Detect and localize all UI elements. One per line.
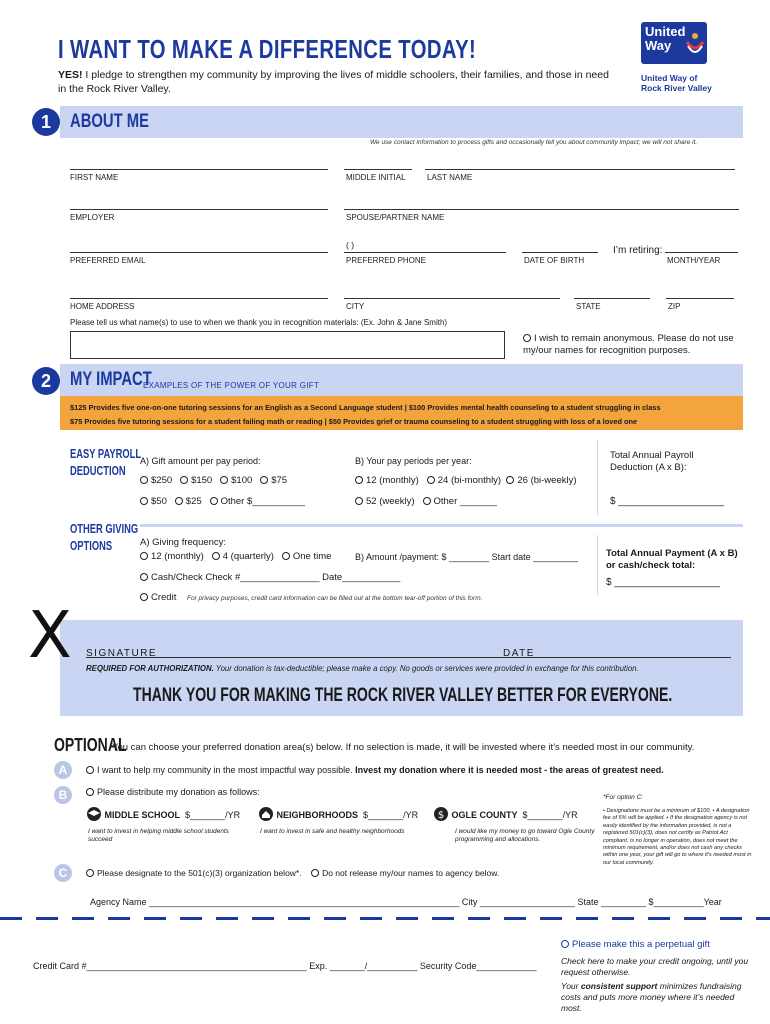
- anonymous-option[interactable]: [523, 333, 743, 357]
- examples-line2: $75 Provides five tutoring sessions for a student failing math or reading | $50 Provides grief or trauma counseling to a student struggling with loss of a loved one: [70, 417, 638, 426]
- option-b-radio[interactable]: [86, 788, 94, 796]
- optional-intro: You can choose your preferred donation area(s) below. If no selection is made, it will be invested where it’s needed most in our community.: [112, 742, 695, 753]
- frequency-label: A) Giving frequency:: [140, 537, 227, 548]
- perpetual-radio[interactable]: [561, 940, 569, 948]
- impact-title: MY IMPACT: [70, 369, 152, 390]
- dob-field[interactable]: [522, 252, 598, 253]
- period-26-radio[interactable]: [506, 476, 514, 484]
- amount-250-radio[interactable]: [140, 476, 148, 484]
- pledge-body: I pledge to strengthen my community by improving the lives of middle schoolers, their families, and those in need in the Rock River Valley.: [58, 69, 609, 95]
- privacy-note: We use contact information to process gifts and occasionally tell you about community impact; we will not share it.: [370, 139, 698, 146]
- anonymous-text: I wish to remain anonymous. Please do not use my/our names for recognition purposes.: [523, 333, 734, 356]
- perpetual-option: [561, 939, 710, 950]
- area-ogle-county-desc: I would like my money to go toward Ogle County programming and allocations.: [455, 828, 595, 843]
- pledge-text: [58, 68, 618, 96]
- about-band: [60, 106, 743, 138]
- option-c-text: Please designate to the 501(c)(3) organization below*.: [97, 868, 302, 878]
- period-52-label: 52 (weekly): [366, 496, 415, 507]
- about-title: ABOUT ME: [70, 111, 150, 132]
- signature-x-mark: X: [28, 599, 72, 673]
- periods-row2: [355, 496, 497, 507]
- authorization-text: [86, 664, 639, 673]
- credit-row: [140, 592, 176, 603]
- cash-check-label[interactable]: Cash/Check Check #_______________ Date___________: [151, 572, 401, 583]
- freq-once-label: One time: [292, 551, 332, 562]
- no-release-text: Do not release my/our names to agency below.: [322, 868, 500, 878]
- amount-25-label: $25: [185, 496, 202, 507]
- other-total-label: Total Annual Payment (A x B) or cash/check total:: [606, 548, 738, 571]
- logo-line1: United: [645, 24, 686, 39]
- option-a-text: I want to help my community in the most impactful way possible.: [97, 765, 353, 775]
- email-label: PREFERRED EMAIL: [70, 256, 146, 265]
- period-other-radio[interactable]: [423, 497, 431, 505]
- option-a-radio[interactable]: [86, 766, 94, 774]
- other-giving-heading: [70, 520, 138, 554]
- spouse-field[interactable]: [344, 209, 739, 210]
- area-neighborhoods-amount[interactable]: $_______/YR: [363, 810, 419, 820]
- first-name-field[interactable]: [70, 169, 328, 170]
- signature-line[interactable]: [86, 657, 731, 658]
- option-c-badge: C: [54, 864, 72, 882]
- payroll-heading-2: DEDUCTION: [70, 463, 126, 478]
- first-name-label: FIRST NAME: [70, 173, 119, 182]
- address-label: HOME ADDRESS: [70, 302, 135, 311]
- month-year-label: MONTH/YEAR: [667, 256, 721, 265]
- phone-field[interactable]: [344, 252, 506, 253]
- page-title: I WANT TO MAKE A DIFFERENCE TODAY!: [58, 34, 477, 64]
- credit-label: Credit: [151, 592, 177, 603]
- freq-4-label: 4 (quarterly): [222, 551, 274, 562]
- org-name: [641, 73, 712, 93]
- no-release-radio[interactable]: [311, 869, 319, 877]
- impact-band: [60, 364, 743, 396]
- credit-card-row[interactable]: Credit Card #____________________________________________ Exp. _______/__________ Security Code____________: [33, 961, 537, 971]
- dob-label: DATE OF BIRTH: [524, 256, 585, 265]
- period-other-label[interactable]: Other _______: [433, 496, 497, 507]
- support-bold: consistent support: [580, 981, 658, 991]
- zip-field[interactable]: [666, 298, 734, 299]
- option-b-row: [86, 787, 260, 797]
- freq-12-label: 12 (monthly): [151, 551, 204, 562]
- house-icon: [258, 807, 274, 821]
- period-24-radio[interactable]: [427, 476, 435, 484]
- org-line1: United Way of: [641, 73, 698, 83]
- period-52-radio[interactable]: [355, 497, 363, 505]
- cash-check-row: [140, 572, 400, 583]
- option-a-bold: Invest my donation where it is needed most - the areas of greatest need.: [355, 765, 664, 775]
- option-c-row: [86, 868, 499, 878]
- periods-row1: [355, 475, 577, 486]
- amount-100-label: $100: [231, 475, 253, 486]
- impact-subtitle: EXAMPLES OF THE POWER OF YOUR GIFT: [143, 381, 320, 390]
- retiring-field[interactable]: [665, 252, 738, 253]
- amount-25-radio[interactable]: [175, 497, 183, 505]
- ongoing-text: Check here to make your credit ongoing, until you request otherwise.: [561, 956, 749, 977]
- middle-initial-label: MIDDLE INITIAL: [346, 173, 406, 182]
- optional-title: OPTIONAL: [54, 735, 127, 755]
- address-field[interactable]: [70, 298, 328, 299]
- date-label: DATE: [503, 648, 535, 659]
- other-heading-1: OTHER GIVING: [70, 521, 139, 536]
- amount-50-radio[interactable]: [140, 497, 148, 505]
- recognition-prompt: Please tell us what name(s) to use to when we thank you in recognition materials: (Ex. John & Jane Smith): [70, 318, 448, 327]
- amount-other-radio[interactable]: [210, 497, 218, 505]
- credit-radio[interactable]: [140, 593, 148, 601]
- tear-off-line: [0, 917, 770, 920]
- footnote-mark: *For option C:: [603, 794, 644, 801]
- middle-initial-field[interactable]: [344, 169, 412, 170]
- freq-12-radio[interactable]: [140, 552, 148, 560]
- thank-you-banner: THANK YOU FOR MAKING THE ROCK RIVER VALLEY BETTER FOR EVERYONE.: [133, 685, 673, 706]
- svg-text:$: $: [437, 810, 445, 821]
- area-neighborhoods: [258, 807, 418, 821]
- amount-150-label: $150: [191, 475, 213, 486]
- city-field[interactable]: [344, 298, 560, 299]
- zip-label: ZIP: [668, 302, 681, 311]
- authorization-bold: REQUIRED FOR AUTHORIZATION.: [86, 664, 214, 673]
- area-neighborhoods-name: NEIGHBORHOODS: [276, 810, 359, 820]
- pledge-yes: YES!: [58, 69, 83, 81]
- area-ogle-county-name: OGLE COUNTY: [451, 810, 518, 820]
- dollar-icon: [433, 807, 449, 821]
- city-label: CITY: [346, 302, 365, 311]
- gift-amount-label: A) Gift amount per pay period:: [140, 456, 261, 466]
- amount-row1: [140, 475, 287, 486]
- state-label: STATE: [576, 302, 601, 311]
- period-12-label: 12 (monthly): [366, 475, 419, 486]
- email-field[interactable]: [70, 252, 328, 253]
- cash-check-radio[interactable]: [140, 573, 148, 581]
- credit-note: For privacy purposes, credit card information can be filled out at the bottom tear-off portion of this form.: [187, 595, 483, 602]
- freq-once-radio[interactable]: [282, 552, 290, 560]
- option-c-radio[interactable]: [86, 869, 94, 877]
- united-way-logo: [641, 22, 707, 64]
- last-name-label: LAST NAME: [427, 173, 473, 182]
- signature-label: SIGNATURE: [86, 648, 158, 659]
- examples-line1: $125 Provides five one-on-one tutoring sessions for an English as a Second Language student | $100 Provides mental health counseling to a student struggling in class: [70, 403, 661, 412]
- section-number-1: 1: [32, 108, 60, 136]
- area-neighborhoods-desc: I want to invest in safe and healthy neighborhoods: [260, 828, 405, 835]
- retiring-label: I’m retiring:: [613, 245, 663, 256]
- phone-label: PREFERRED PHONE: [346, 256, 427, 265]
- amount-payment-field[interactable]: B) Amount /payment: $ ________ Start date _________: [355, 552, 579, 562]
- spouse-label: SPOUSE/PARTNER NAME: [346, 213, 445, 222]
- amount-75-radio[interactable]: [260, 476, 268, 484]
- hand-person-icon: [685, 30, 705, 58]
- freq-4-radio[interactable]: [212, 552, 220, 560]
- support-text: [561, 981, 756, 1014]
- payroll-heading: [70, 445, 141, 479]
- employer-label: EMPLOYER: [70, 213, 115, 222]
- designation-footnote: • Designations must be a minimum of $100. • A designation fee of 5% will be applied. • If the designation agency is not easily identified by the information provided, is not a registered 501(c)(3), does not certify as Patriot Act compliant, is no longer in operation, does not meet the minimum requirement, and/or does not cash any checks within one year, your gift will go to where it's needed most in our local community.: [603, 808, 752, 866]
- employer-field[interactable]: [70, 209, 328, 210]
- graduation-cap-icon: [86, 807, 102, 821]
- amount-250-label: $250: [151, 475, 173, 486]
- option-b-text: Please distribute my donation as follows:: [97, 787, 260, 797]
- amount-other-label[interactable]: Other $__________: [220, 496, 306, 507]
- last-name-field[interactable]: [425, 169, 735, 170]
- payroll-total-field[interactable]: $ ___________________: [610, 496, 725, 507]
- logo-line2: Way: [645, 38, 672, 53]
- period-12-radio[interactable]: [355, 476, 363, 484]
- area-ogle-county: [433, 807, 578, 821]
- amount-100-radio[interactable]: [220, 476, 228, 484]
- area-middle-school: [86, 807, 240, 821]
- amount-150-radio[interactable]: [180, 476, 188, 484]
- amount-75-label: $75: [271, 475, 288, 486]
- anonymous-radio[interactable]: [523, 334, 531, 342]
- option-a-badge: A: [54, 761, 72, 779]
- section-number-2: 2: [32, 367, 60, 395]
- area-middle-school-amount[interactable]: $_______/YR: [185, 810, 241, 820]
- pay-periods-label: B) Your pay periods per year:: [355, 456, 472, 466]
- amount-row2: [140, 496, 305, 507]
- state-field[interactable]: [574, 298, 650, 299]
- other-heading-2: OPTIONS: [70, 538, 113, 553]
- amount-50-label: $50: [151, 496, 167, 507]
- option-a-row: [86, 765, 664, 775]
- option-b-badge: B: [54, 786, 72, 804]
- authorization-body: Your donation is tax-deductible; please make a copy. No goods or services were provided in exchange for this contribution.: [213, 664, 639, 673]
- other-divider: [597, 535, 598, 595]
- support-post: minimizes fundraising costs and puts more money where it’s needed most.: [561, 981, 742, 1013]
- logo-text: [645, 25, 685, 53]
- support-pre: Your: [561, 981, 581, 991]
- area-middle-school-desc: I want to invest in helping middle school students succeed: [88, 828, 229, 843]
- recognition-name-input[interactable]: [70, 331, 505, 359]
- payroll-heading-1: EASY PAYROLL: [70, 446, 142, 461]
- area-ogle-county-amount[interactable]: $_______/YR: [522, 810, 578, 820]
- phone-paren: ( ): [346, 240, 355, 250]
- period-26-label: 26 (bi-weekly): [517, 475, 577, 486]
- perpetual-text: Please make this a perpetual gift: [572, 939, 710, 950]
- area-middle-school-name: MIDDLE SCHOOL: [104, 810, 181, 820]
- payroll-total-label: Total Annual Payroll Deduction (A x B):: [610, 450, 694, 473]
- agency-row[interactable]: Agency Name ______________________________________________________________ City ___________________ State _________ $__________Year: [90, 897, 722, 907]
- other-total-field[interactable]: $ ___________________: [606, 577, 721, 588]
- payroll-divider: [597, 440, 598, 515]
- org-line2: Rock River Valley: [641, 83, 712, 93]
- period-24-label: 24 (bi-monthly): [437, 475, 502, 486]
- frequency-row: [140, 551, 331, 562]
- payroll-rule: [140, 524, 743, 527]
